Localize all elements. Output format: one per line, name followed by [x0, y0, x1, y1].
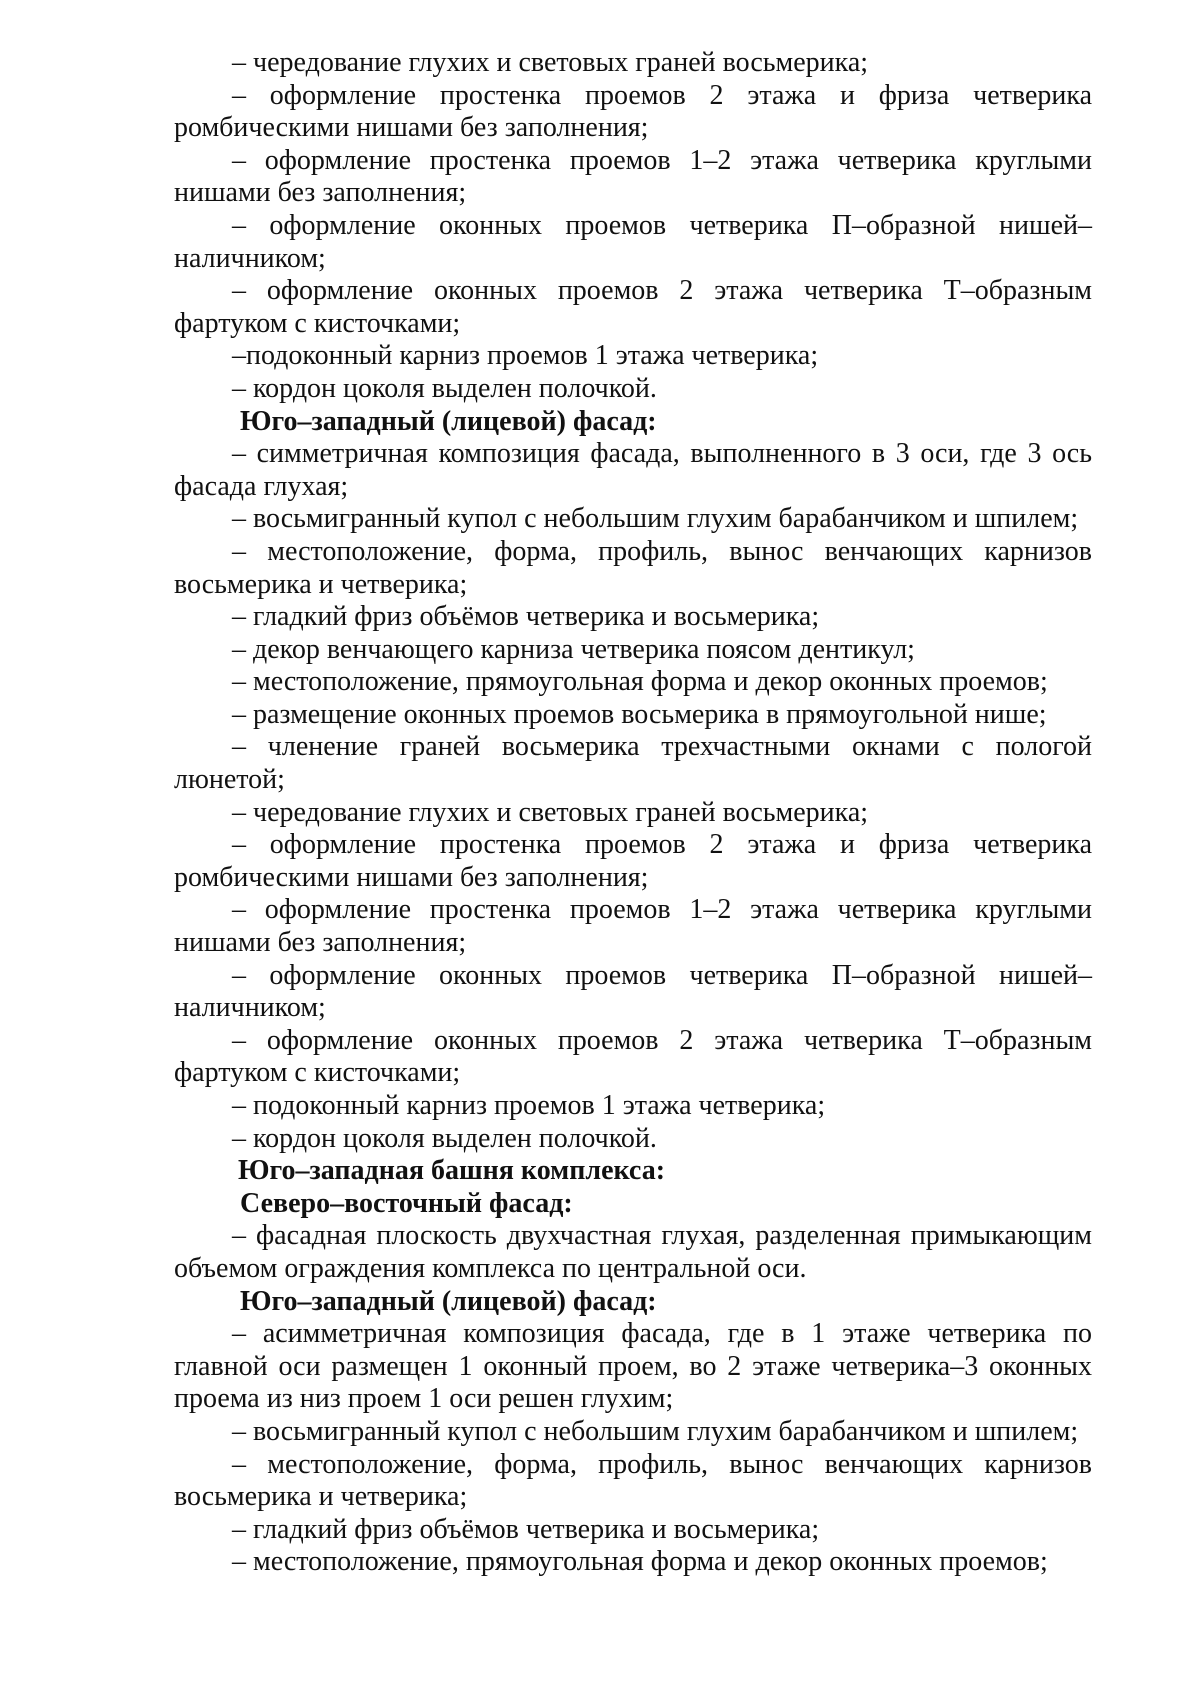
list-item: – членение граней восьмерика трехчастными окнами с пологой люнетой; — [174, 731, 1092, 796]
list-item: –подоконный карниз проемов 1 этажа четверика; — [232, 340, 819, 372]
section-subheading: Юго–западный (лицевой) фасад: — [240, 1285, 657, 1317]
section-subheading: Юго–западный (лицевой) фасад: — [240, 405, 657, 437]
list-item: – оформление простенка проемов 2 этажа и фриза четверика ромбическими нишами без заполнения; — [174, 79, 1092, 144]
list-item: – оформление оконных проемов 2 этажа четверика Т–образным фартуком с кисточками; — [174, 275, 1092, 339]
document-page — [174, 47, 1092, 1579]
section-heading: Юго–западная башня комплекса: — [238, 1155, 666, 1187]
list-item: – кордон цоколя выделен полочкой. — [232, 372, 657, 404]
list-item: – размещение оконных проемов восьмерика в прямоугольной нише; — [232, 698, 1047, 730]
list-item: – местоположение, форма, профиль, вынос венчающих карнизов восьмерика и четверика; — [174, 535, 1092, 600]
list-item: – восьмигранный купол с небольшим глухим барабанчиком и шпилем; — [232, 503, 1079, 535]
list-item: – оформление оконных проемов четверика П–образной нишей–наличником; — [174, 209, 1092, 274]
list-item: – местоположение, прямоугольная форма и декор оконных проемов; — [232, 1546, 1048, 1578]
list-item: – гладкий фриз объёмов четверика и восьмерика; — [232, 1513, 820, 1545]
list-item: – оформление оконных проемов четверика П–образной нишей–наличником; — [174, 959, 1092, 1024]
list-item: – оформление простенка проемов 1–2 этажа четверика круглыми нишами без заполнения; — [174, 894, 1092, 959]
list-item: – кордон цоколя выделен полочкой. — [232, 1122, 657, 1154]
list-item: – фасадная плоскость двухчастная глухая, разделенная примыкающим объемом ограждения комплекса по центральной оси. — [174, 1220, 1092, 1284]
list-item: – местоположение, форма, профиль, вынос венчающих карнизов восьмерика и четверика; — [174, 1448, 1092, 1513]
list-item: – оформление оконных проемов 2 этажа четверика Т–образным фартуком с кисточками; — [174, 1024, 1092, 1089]
list-item: – асимметричная композиция фасада, где в 1 этаже четверика по главной оси размещен 1 оконный проем, во 2 этаже четверика–3 оконных проема из низ проем 1 оси решен глухим; — [174, 1318, 1092, 1415]
list-item: – декор венчающего карниза четверика поясом дентикул; — [232, 633, 915, 665]
list-item: – гладкий фриз объёмов четверика и восьмерика; — [232, 601, 820, 633]
list-item: – симметричная композиция фасада, выполненного в 3 оси, где 3 ось фасада глухая; — [174, 438, 1092, 502]
section-subheading: Северо–восточный фасад: — [240, 1187, 573, 1219]
list-item: – оформление простенка проемов 2 этажа и фриза четверика ромбическими нишами без заполнения; — [174, 829, 1092, 893]
list-item: – оформление простенка проемов 1–2 этажа четверика круглыми нишами без заполнения; — [174, 144, 1092, 209]
list-item: – подоконный карниз проемов 1 этажа четверика; — [232, 1090, 826, 1121]
list-item: – чередование глухих и световых граней восьмерика; — [232, 796, 869, 828]
list-item: – чередование глухих и световых граней восьмерика; — [232, 47, 869, 78]
list-item: – восьмигранный купол с небольшим глухим барабанчиком и шпилем; — [232, 1415, 1079, 1447]
list-item: – местоположение, прямоугольная форма и декор оконных проемов; — [232, 666, 1048, 698]
